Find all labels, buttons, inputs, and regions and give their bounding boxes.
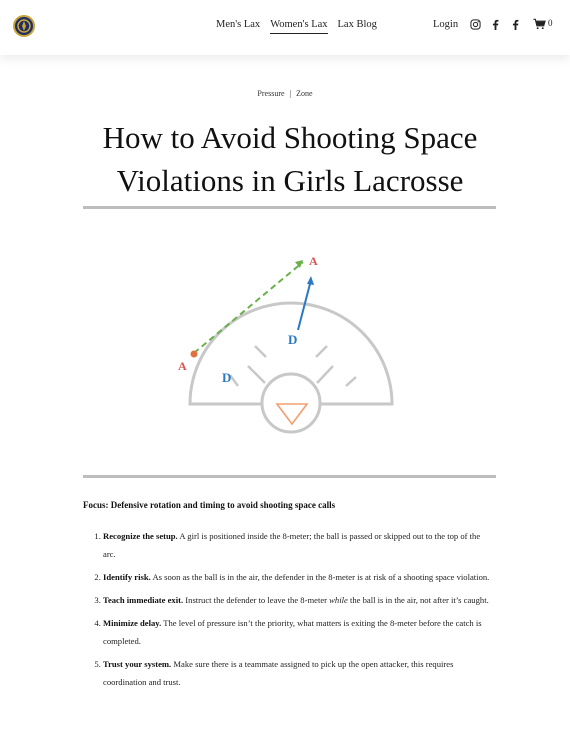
step-text: The level of pressure isn’t the priority, what matters is exiting the 8-meter before the catch is completed. [103, 618, 482, 646]
shooting-space-diagram [170, 240, 410, 440]
cart-button[interactable] [533, 18, 553, 32]
focus-heading: Focus: Defensive rotation and timing to avoid shooting space calls [83, 500, 336, 510]
step-text: A girl is positioned inside the 8-meter; the ball is passed or skipped out to the top of the arc. [103, 531, 481, 559]
cart-icon [533, 18, 546, 32]
site-header [0, 0, 570, 55]
list-item [103, 568, 493, 586]
step-title: Recognize the setup. [103, 531, 178, 541]
article-title: How to Avoid Shooting Space Violations in Girls Lacrosse [102, 120, 478, 198]
divider [83, 475, 496, 478]
nav-mens-lax[interactable]: Men's Lax [216, 19, 261, 30]
tag-link[interactable]: Zone [296, 89, 313, 98]
main-nav [216, 19, 377, 34]
step-text: As soon as the ball is in the air, the defender in the 8-meter is at risk of a shooting space violation. [152, 572, 490, 582]
step-text: the ball is in the air, not after it’s caught. [347, 595, 489, 605]
attacker-left-label: A [178, 359, 187, 373]
step-title: Trust your system. [103, 659, 172, 669]
list-item [103, 655, 493, 691]
social-links [470, 19, 521, 30]
step-title: Teach immediate exit. [103, 595, 184, 605]
defender-arrow-head [307, 276, 314, 285]
attacker-top-label: A [309, 254, 318, 268]
tag-link[interactable]: Pressure [257, 89, 285, 98]
list-item [103, 591, 493, 609]
step-title: Identify risk. [103, 572, 151, 582]
list-item [103, 527, 493, 563]
step-emphasis: while [329, 595, 348, 605]
facebook-icon[interactable] [510, 19, 521, 30]
steps-list [103, 527, 493, 696]
club-crest-icon[interactable] [13, 15, 35, 37]
article-tags [0, 89, 570, 98]
facebook-icon[interactable] [490, 19, 501, 30]
ball-marker [191, 351, 198, 358]
pass-arrow [194, 262, 303, 353]
tag-separator: | [289, 89, 292, 98]
instagram-icon[interactable] [470, 19, 481, 30]
nav-womens-lax[interactable]: Women's Lax [270, 19, 327, 34]
defender-left-label: D [222, 370, 232, 385]
step-text: Make sure there is a teammate assigned to pick up the open attacker, this requires coordination and trust. [103, 659, 454, 687]
login-link[interactable]: Login [433, 19, 459, 30]
list-item [103, 614, 493, 650]
nav-lax-blog[interactable]: Lax Blog [337, 19, 377, 30]
defender-center-label: D [288, 332, 298, 347]
divider [83, 206, 496, 209]
step-title: Minimize delay. [103, 618, 162, 628]
step-text: Instruct the defender to leave the 8-meter [185, 595, 330, 605]
cart-count: 0 [548, 18, 553, 28]
